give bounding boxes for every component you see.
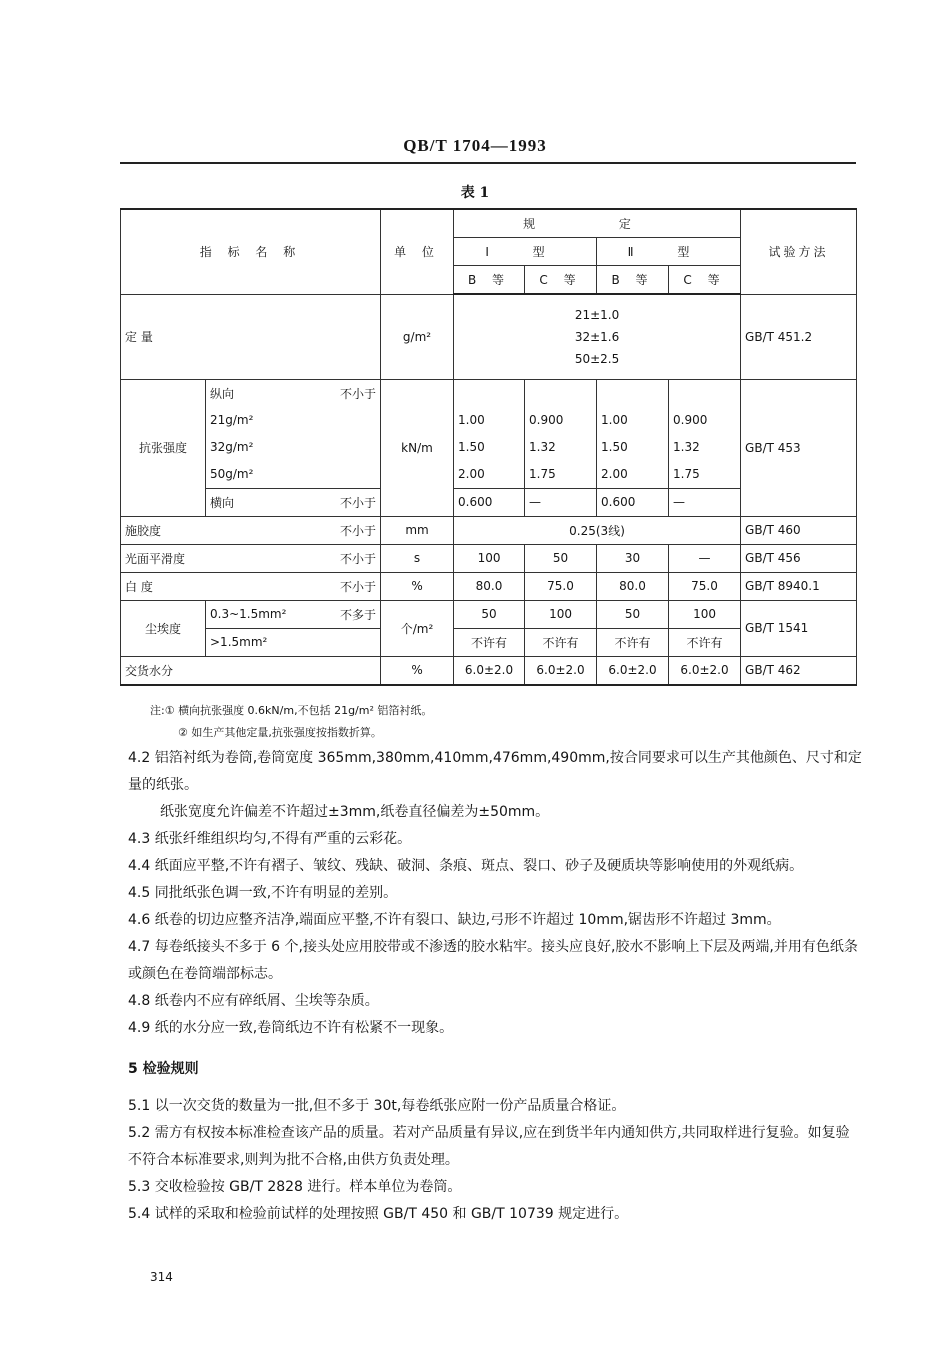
note-2: ② 如生产其他定量,抗张强度按指数折算。 [178,726,382,739]
clause-4-5: 4.5 同批纸张色调一致,不许有明显的差别。 [128,885,398,901]
table-header-row [121,209,857,238]
value: 1.00 [454,407,525,434]
range1-cell [206,600,381,628]
range1-limit: 不多于 [340,607,377,622]
row-unit: mm [381,516,454,544]
row-name: 尘埃度 [121,600,206,656]
col-name-header: 指 标 名 称 [121,209,381,294]
cd-label-cell [206,488,381,516]
clause-4-2-b: 纸张宽度允许偏差不许超过±3mm,纸卷直径偏差为±50mm。 [160,804,550,820]
row-name: 定 量 [121,294,381,379]
grammage: 32g/m² [206,434,381,461]
value: 0.600 [597,488,669,516]
value: 1.32 [669,434,741,461]
value: 80.0 [597,572,669,600]
col-spec-header: 规 定 [454,209,741,238]
note-1: 注:① 横向抗张强度 0.6kN/m,不包括 21g/m² 铝箔衬纸。 [150,704,433,717]
grammage: 50g/m² [206,461,381,489]
value: 0.900 [669,407,741,434]
value: 0.600 [454,488,525,516]
page-number: 314 [150,1270,173,1284]
cd-label: 横向 [210,495,235,510]
row-unit: % [381,656,454,685]
table-notes [150,700,432,744]
value: 1.50 [597,434,669,461]
row-limit: 不小于 [340,523,377,538]
value: 100 [525,600,597,628]
value: 1.75 [525,461,597,489]
md-label: 纵向 [210,386,235,401]
row-name: 白 度 [125,579,153,594]
section-5-heading: 5 检验规则 [128,1061,199,1077]
value: 80.0 [454,572,525,600]
value: 1.00 [597,407,669,434]
value: 50 [454,600,525,628]
row-limit: 不小于 [340,551,377,566]
body-text [128,745,863,1228]
value: 不许有 [597,628,669,656]
clause-4-3: 4.3 纸张纤维组织均匀,不得有严重的云彩花。 [128,831,412,847]
row-method: GB/T 460 [741,516,857,544]
row-name: 抗张强度 [121,379,206,516]
grade-b-header: B 等 [454,266,525,295]
value: 6.0±2.0 [454,656,525,685]
value: 75.0 [525,572,597,600]
value: 32±1.6 [574,329,620,344]
value: 75.0 [669,572,741,600]
value: 2.00 [597,461,669,489]
value: 1.50 [454,434,525,461]
row-value: 0.25(3线) [454,516,741,544]
grade-b-header: B 等 [597,266,669,295]
type2-header: Ⅱ 型 [597,238,741,266]
clause-5-3: 5.3 交收检验按 GB/T 2828 进行。样本单位为卷筒。 [128,1179,462,1195]
value: — [669,488,741,516]
value: 不许有 [669,628,741,656]
row-method: GB/T 456 [741,544,857,572]
table-row-brightness [121,572,857,600]
value: 100 [669,600,741,628]
table-row-sizing [121,516,857,544]
grammage: 21g/m² [206,407,381,434]
row-name: 交货水分 [121,656,381,685]
spec-table [120,208,857,686]
range2: >1.5mm² [206,628,381,656]
row-method: GB/T 1541 [741,600,857,656]
value: 6.0±2.0 [669,656,741,685]
value: 不许有 [454,628,525,656]
row-unit: 个/m² [381,600,454,656]
table-row-smoothness [121,544,857,572]
clause-4-2: 4.2 铝箔衬纸为卷筒,卷筒宽度 365mm,380mm,410mm,476mm,490mm,按合同要求可以生产其他颜色、尺寸和定量的纸张。 [128,750,862,793]
value: — [669,544,741,572]
row-method: GB/T 462 [741,656,857,685]
row-limit: 不小于 [340,579,377,594]
clause-4-9: 4.9 纸的水分应一致,卷筒纸边不许有松紧不一现象。 [128,1020,454,1036]
value: 2.00 [454,461,525,489]
row-name: 光面平滑度 [125,551,186,566]
grade-c-header: C 等 [669,266,741,295]
row-method: GB/T 453 [741,379,857,516]
clause-5-4: 5.4 试样的采取和检验前试样的处理按照 GB/T 450 和 GB/T 10739 规定进行。 [128,1206,629,1222]
grade-c-header: C 等 [525,266,597,295]
table-row-dirt-1 [121,600,857,628]
value: 50 [597,600,669,628]
range1: 0.3~1.5mm² [210,607,287,621]
cd-limit: 不小于 [340,495,377,510]
col-unit-header: 单 位 [381,209,454,294]
value: 1.32 [525,434,597,461]
clause-5-1: 5.1 以一次交货的数量为一批,但不多于 30t,每卷纸张应附一份产品质量合格证。 [128,1098,626,1114]
value: — [525,488,597,516]
header-rule [120,162,856,164]
md-limit: 不小于 [340,386,377,401]
table-title: 表 1 [460,185,490,201]
row-values [454,294,741,379]
clause-4-6: 4.6 纸卷的切边应整齐洁净,端面应平整,不许有裂口、缺边,弓形不许超过 10mm,锯齿形不许超过 3mm。 [128,912,781,928]
table-row-moisture [121,656,857,685]
value: 30 [597,544,669,572]
row-unit: g/m² [381,294,454,379]
row-method: GB/T 8940.1 [741,572,857,600]
table-row-dingliang [121,294,857,379]
value: 50±2.5 [574,351,620,366]
value: 0.900 [525,407,597,434]
col-method-header: 试验方法 [741,209,857,294]
value: 6.0±2.0 [597,656,669,685]
clause-4-4: 4.4 纸面应平整,不许有褶子、皱纹、残缺、破洞、条痕、斑点、裂口、砂子及硬质块等影响使用的外观纸病。 [128,858,804,874]
value: 50 [525,544,597,572]
row-unit: % [381,572,454,600]
clause-4-7: 4.7 每卷纸接头不多于 6 个,接头处应用胶带或不渗透的胶水粘牢。接头应良好,胶水不影响上下层及两端,并用有色纸条或颜色在卷筒端部标志。 [128,939,858,982]
row-unit: s [381,544,454,572]
row-name-cell [121,516,381,544]
md-label-cell [206,379,381,407]
clause-5-2: 5.2 需方有权按本标准检查该产品的质量。若对产品质量有异议,应在到货半年内通知供方,共同取样进行复验。如复验不符合本标准要求,则判为批不合格,由供方负责处理。 [128,1125,850,1168]
table-row-tensile-md [121,379,857,407]
type1-header: Ⅰ 型 [454,238,597,266]
value: 1.75 [669,461,741,489]
row-name: 施胶度 [125,523,162,538]
clause-4-8: 4.8 纸卷内不应有碎纸屑、尘埃等杂质。 [128,993,379,1009]
standard-header: QB/T 1704—1993 [403,136,547,155]
row-unit: kN/m [381,379,454,516]
value: 21±1.0 [574,307,620,322]
value: 不许有 [525,628,597,656]
value: 6.0±2.0 [525,656,597,685]
row-name-cell [121,572,381,600]
row-method: GB/T 451.2 [741,294,857,379]
row-name-cell [121,544,381,572]
value: 100 [454,544,525,572]
